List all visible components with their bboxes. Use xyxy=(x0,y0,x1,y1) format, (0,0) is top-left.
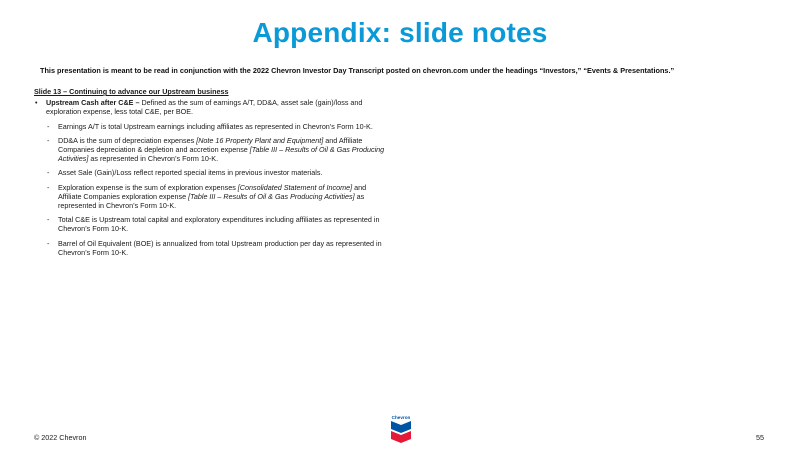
sub-text: Exploration expense is the sum of exploration expenses xyxy=(58,182,238,192)
logo-chevron-blue xyxy=(391,421,411,433)
sub-text: as represented in Chevron’s Form 10-K. xyxy=(88,154,219,164)
bullet-mark: • xyxy=(35,98,38,108)
slide-heading: Slide 13 – Continuing to advance our Upstream business xyxy=(34,87,229,96)
sub-text-italic: [Note 16 Property Plant and Equipment] xyxy=(196,135,324,145)
chevron-logo-icon xyxy=(387,414,415,444)
sub-text: Asset Sale (Gain)/Loss reflect reported special items in previous investor materials. xyxy=(58,168,323,178)
sub-item-total-ce xyxy=(34,215,386,233)
sub-text-italic: [Consolidated Statement of Income] xyxy=(237,182,353,192)
sub-text: Total C&E is Upstream total capital and exploratory expenditures including affiliates as represented in Chevron’s Form 10-K. xyxy=(58,215,380,234)
bullet-term: Upstream Cash after C&E – xyxy=(46,98,140,108)
page-title: Appendix: slide notes xyxy=(252,17,548,48)
dash-mark: - xyxy=(47,135,50,145)
dash-mark: - xyxy=(47,182,50,192)
sub-item-earnings xyxy=(34,122,386,131)
sub-text: as represented in Chevron’s Form 10-K. xyxy=(58,191,365,211)
sub-item-boe xyxy=(34,239,386,257)
dash-mark: - xyxy=(47,121,50,131)
sub-text-italic: [Table III – Results of Oil & Gas Producing Activities] xyxy=(58,145,385,164)
sub-text: Barrel of Oil Equivalent (BOE) is annualized from total Upstream production per day as represented in Chevron’s Form 10-K. xyxy=(58,238,382,257)
copyright: © 2022 Chevron xyxy=(34,433,87,442)
page-number: 55 xyxy=(756,433,764,442)
sub-item-dda xyxy=(34,136,386,164)
sub-text: and Affiliate Companies exploration expense xyxy=(58,182,367,201)
bullet-text: Defined as the sum of earnings A/T, DD&A, asset sale (gain)/loss and exploration expense, less total C&E, per BOE. xyxy=(46,98,363,117)
sub-text: and Affiliate Companies depreciation & depletion and accretion expense xyxy=(58,135,363,155)
sub-item-exploration xyxy=(34,183,386,211)
dash-mark: - xyxy=(47,215,50,225)
sub-text: Earnings A/T is total Upstream earnings including affiliates as represented in Chevron’s Form 10-K. xyxy=(58,121,373,131)
dash-mark: - xyxy=(47,168,50,178)
slide-notes-section xyxy=(34,87,386,262)
logo-wordmark: Chevron xyxy=(391,415,411,420)
sub-text: DD&A is the sum of depreciation expenses xyxy=(58,135,197,145)
dash-mark: - xyxy=(47,238,50,248)
main-bullet xyxy=(34,98,386,116)
sub-text-italic: [Table III – Results of Oil & Gas Producing Activities] xyxy=(188,191,355,201)
sub-item-asset-sale xyxy=(34,168,386,177)
intro-note: This presentation is meant to be read in conjunction with the 2022 Chevron Investor Day Transcript posted on chevron.com under the headings “Investors,” “Events & Presentations.” xyxy=(40,66,675,75)
